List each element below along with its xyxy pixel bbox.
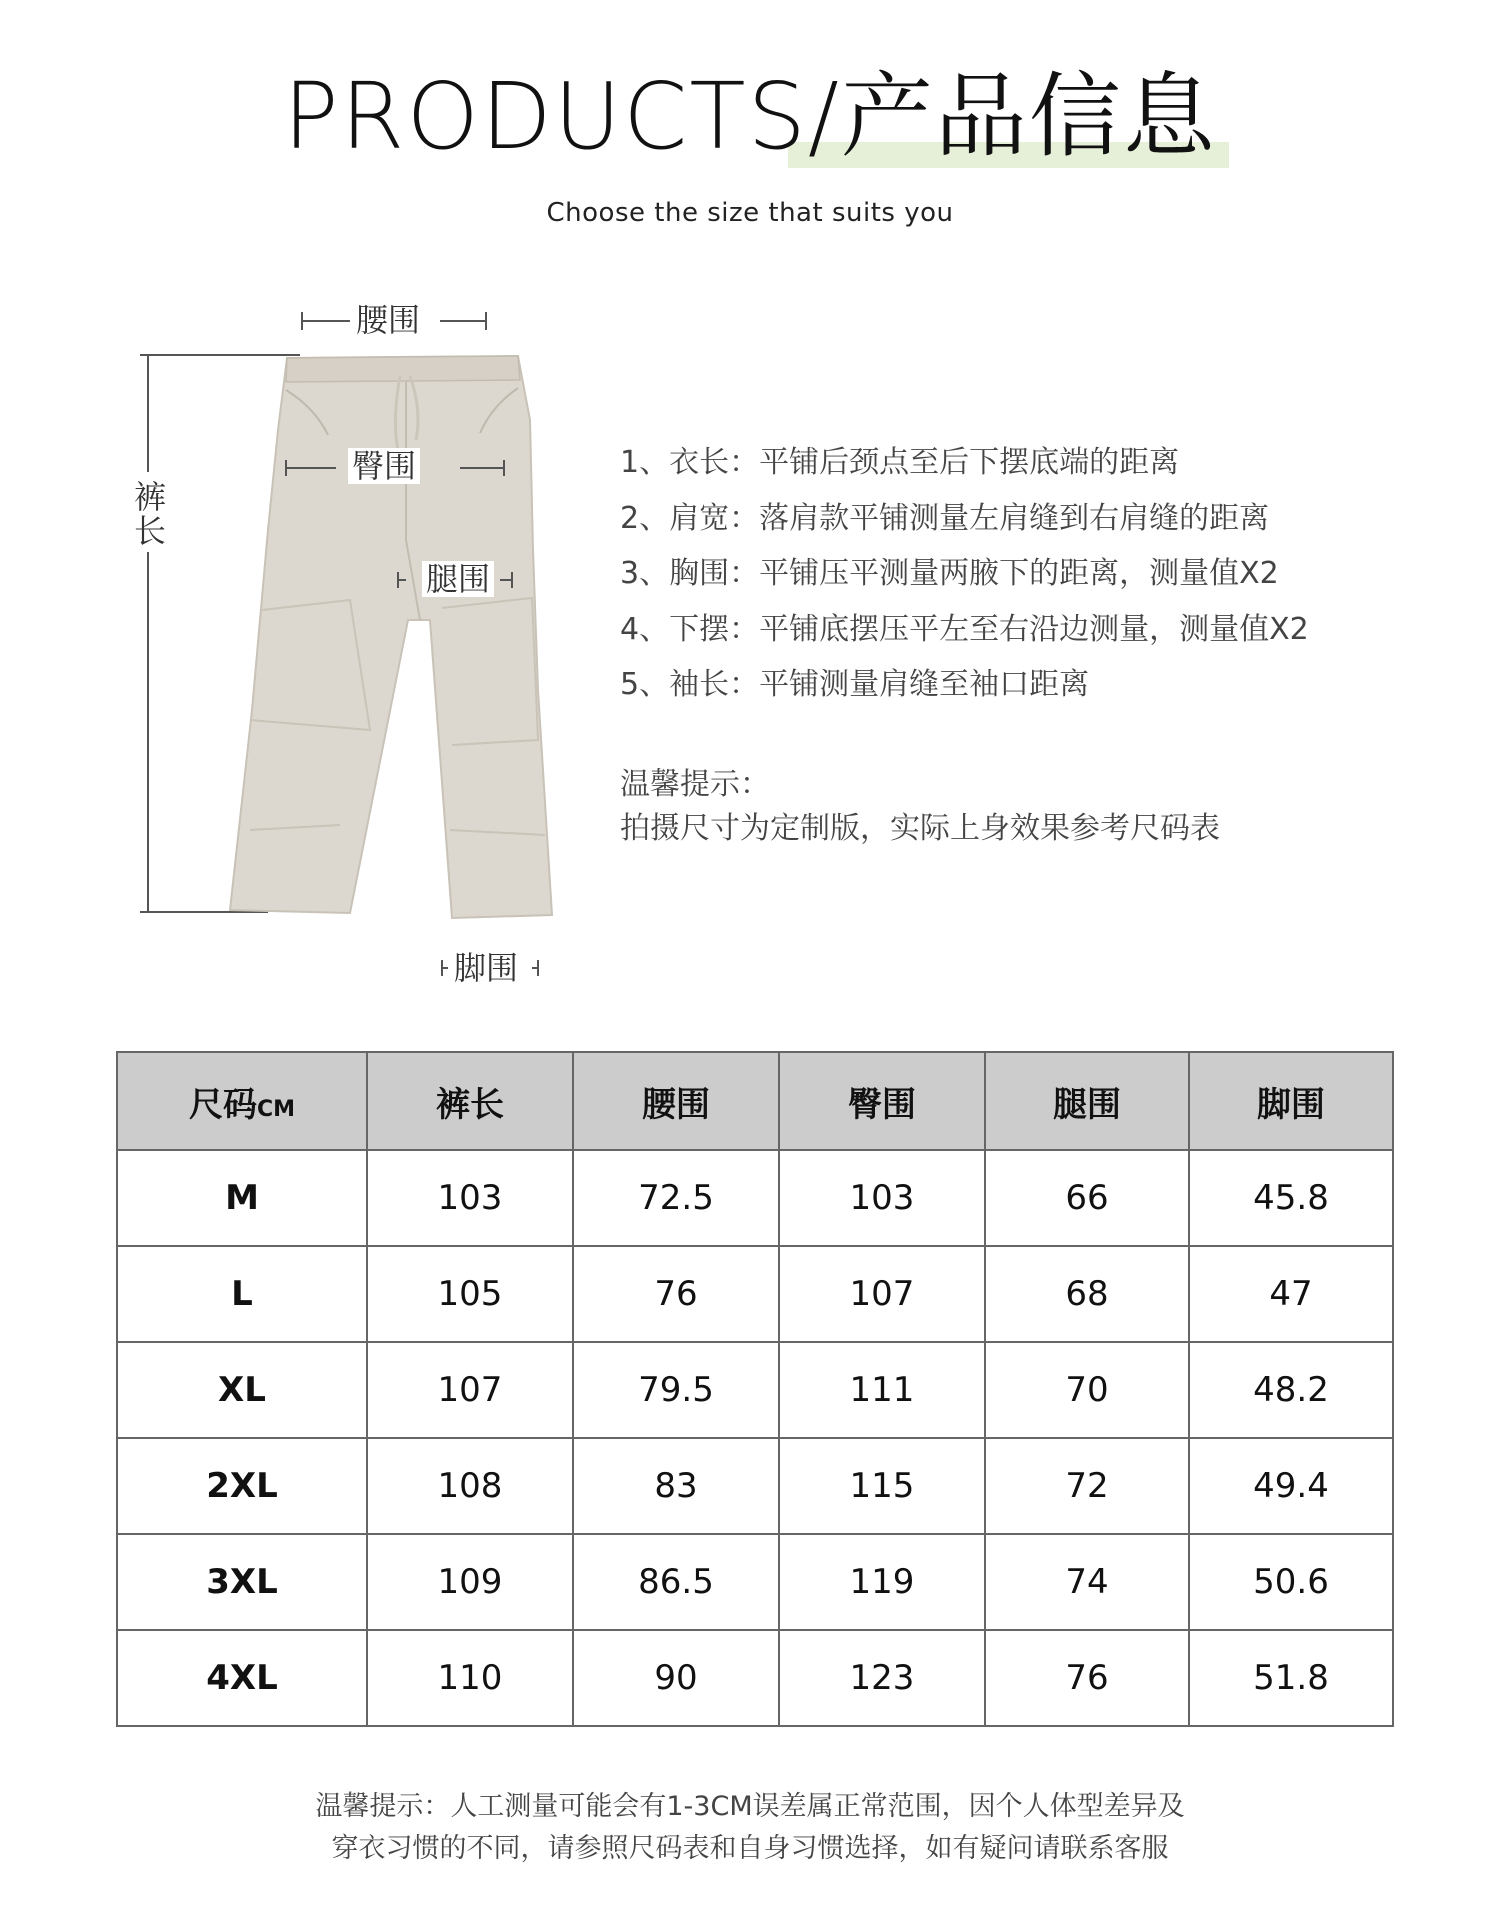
table-cell: 76 bbox=[985, 1630, 1189, 1726]
unit-label: CM bbox=[256, 1096, 296, 1122]
table-header-row bbox=[117, 1052, 1393, 1150]
table-row bbox=[117, 1534, 1393, 1630]
table-cell: 119 bbox=[779, 1534, 985, 1630]
header-size: 尺码CM bbox=[117, 1052, 367, 1150]
footer-note bbox=[0, 1786, 1500, 1870]
note-item: 1、衣长：平铺后颈点至后下摆底端的距离 bbox=[620, 445, 1180, 480]
header bbox=[0, 62, 1500, 228]
note-item: 3、胸围：平铺压平测量两腋下的距离，测量值X2 bbox=[620, 556, 1279, 591]
header-length: 裤长 bbox=[367, 1052, 573, 1150]
table-cell: 103 bbox=[367, 1150, 573, 1246]
hip-label: 臀围 bbox=[348, 448, 420, 484]
table-cell: 66 bbox=[985, 1150, 1189, 1246]
waist-label: 腰围 bbox=[352, 302, 424, 338]
table-cell: 48.2 bbox=[1189, 1342, 1393, 1438]
table-cell: 90 bbox=[573, 1630, 779, 1726]
header-waist: 腰围 bbox=[573, 1052, 779, 1150]
table-cell: 79.5 bbox=[573, 1342, 779, 1438]
note-item: 5、袖长：平铺测量肩缝至袖口距离 bbox=[620, 667, 1090, 702]
hem-label: 脚围 bbox=[454, 949, 519, 987]
table-cell: 74 bbox=[985, 1534, 1189, 1630]
table-cell: 107 bbox=[367, 1342, 573, 1438]
table-cell: 76 bbox=[573, 1246, 779, 1342]
size-cell: 2XL bbox=[117, 1438, 367, 1534]
table-cell: 72.5 bbox=[573, 1150, 779, 1246]
table-cell: 115 bbox=[779, 1438, 985, 1534]
table-cell: 86.5 bbox=[573, 1534, 779, 1630]
measurement-notes bbox=[620, 435, 1400, 851]
tip-title: 温馨提示： bbox=[620, 766, 770, 802]
table-cell: 111 bbox=[779, 1342, 985, 1438]
table-cell: 107 bbox=[779, 1246, 985, 1342]
table-cell: 72 bbox=[985, 1438, 1189, 1534]
title-wrap bbox=[283, 62, 1217, 172]
size-cell: 4XL bbox=[117, 1630, 367, 1726]
footer-line: 穿衣习惯的不同，请参照尺码表和自身习惯选择，如有疑问请联系客服 bbox=[331, 1833, 1169, 1864]
size-cell: 3XL bbox=[117, 1534, 367, 1630]
table-cell: 123 bbox=[779, 1630, 985, 1726]
table-cell: 105 bbox=[367, 1246, 573, 1342]
footer-line: 温馨提示：人工测量可能会有1-3CM误差属正常范围，因个人体型差异及 bbox=[315, 1791, 1185, 1822]
length-label: 裤长 bbox=[130, 476, 166, 552]
page-subtitle: Choose the size that suits you bbox=[546, 198, 954, 228]
table-cell: 103 bbox=[779, 1150, 985, 1246]
size-cell: XL bbox=[117, 1342, 367, 1438]
table-cell: 108 bbox=[367, 1438, 573, 1534]
pants-illustration bbox=[100, 290, 620, 980]
thigh-label: 腿围 bbox=[422, 561, 494, 597]
table-row bbox=[117, 1630, 1393, 1726]
table-cell: 51.8 bbox=[1189, 1630, 1393, 1726]
table-row bbox=[117, 1150, 1393, 1246]
size-table bbox=[116, 1051, 1394, 1727]
size-cell: M bbox=[117, 1150, 367, 1246]
table-cell: 83 bbox=[573, 1438, 779, 1534]
size-cell: L bbox=[117, 1246, 367, 1342]
table-row bbox=[117, 1246, 1393, 1342]
table-cell: 110 bbox=[367, 1630, 573, 1726]
table-cell: 47 bbox=[1189, 1246, 1393, 1342]
table-cell: 49.4 bbox=[1189, 1438, 1393, 1534]
header-hem: 脚围 bbox=[1189, 1052, 1393, 1150]
header-thigh: 腿围 bbox=[985, 1052, 1189, 1150]
table-cell: 70 bbox=[985, 1342, 1189, 1438]
header-hip: 臀围 bbox=[779, 1052, 985, 1150]
table-cell: 109 bbox=[367, 1534, 573, 1630]
pants-diagram bbox=[100, 290, 620, 987]
page-title: PRODUCTS/产品信息 bbox=[283, 63, 1217, 170]
table-cell: 45.8 bbox=[1189, 1150, 1393, 1246]
pants-shape bbox=[230, 356, 552, 918]
tip-body: 拍摄尺寸为定制版，实际上身效果参考尺码表 bbox=[620, 810, 1220, 846]
table-cell: 68 bbox=[985, 1246, 1189, 1342]
table-row bbox=[117, 1438, 1393, 1534]
note-item: 4、下摆：平铺底摆压平左至右沿边测量，测量值X2 bbox=[620, 611, 1309, 647]
note-item: 2、肩宽：落肩款平铺测量左肩缝到右肩缝的距离 bbox=[620, 500, 1270, 536]
table-row bbox=[117, 1342, 1393, 1438]
table-cell: 50.6 bbox=[1189, 1534, 1393, 1630]
